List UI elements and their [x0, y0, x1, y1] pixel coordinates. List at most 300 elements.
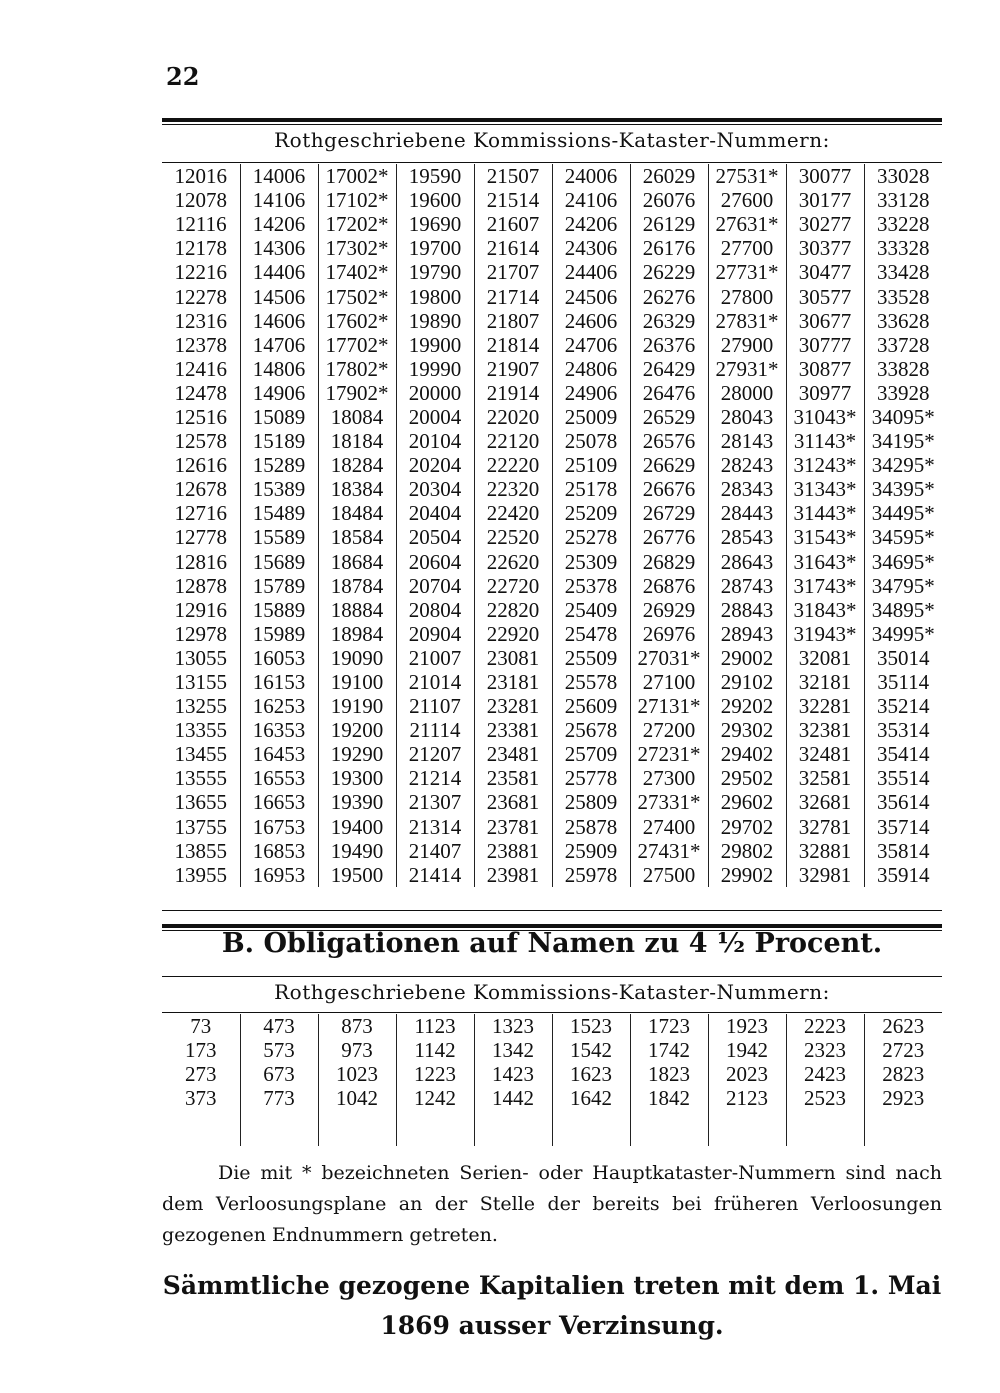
table-cell: 19590	[396, 164, 474, 188]
table-cell: 33628	[864, 309, 942, 333]
table-cell: 12216	[174, 260, 227, 285]
table-cell: 2223	[786, 1014, 864, 1038]
table-cell: 15189	[240, 429, 318, 453]
table-cell: 19900	[396, 333, 474, 357]
table-cell: 16253	[240, 694, 318, 718]
table-cell: 25778	[552, 766, 630, 790]
table-cell: 23081	[474, 646, 552, 670]
table-cell: 30377	[786, 236, 864, 260]
table-cell: 25409	[552, 598, 630, 622]
table-cell: 34095*	[864, 405, 942, 429]
table-cell: 21914	[474, 381, 552, 405]
table-cell: 173	[185, 1038, 217, 1062]
table-cell: 33928	[864, 381, 942, 405]
table-cell: 26029	[630, 164, 708, 188]
table-cell: 22020	[474, 405, 552, 429]
table-cell: 31243*	[786, 453, 864, 477]
table-cell: 12716	[174, 501, 227, 526]
table-cell: 25178	[552, 477, 630, 501]
page-number: 22	[166, 62, 200, 91]
table-cell: 31043*	[786, 405, 864, 429]
table-cell: 14106	[240, 188, 318, 212]
table-cell: 29502	[708, 766, 786, 790]
table-cell: 35214	[864, 694, 942, 718]
table-cell: 31443*	[786, 501, 864, 525]
table-cell: 19800	[396, 284, 474, 308]
table-cell: 2123	[708, 1086, 786, 1110]
table-a-row	[162, 284, 942, 308]
table-cell: 31543*	[786, 525, 864, 549]
table-cell: 19490	[318, 839, 396, 863]
table-cell: 30277	[786, 212, 864, 236]
table-cell: 473	[240, 1014, 318, 1038]
table-cell: 18384	[318, 477, 396, 501]
table-cell: 21307	[396, 790, 474, 814]
table-b-row	[162, 1086, 942, 1110]
table-cell: 26329	[630, 309, 708, 333]
table-cell: 18584	[318, 525, 396, 549]
section-b-heading: B. Obligationen auf Namen zu 4 ½ Procent.	[221, 928, 883, 959]
table-cell: 24906	[552, 381, 630, 405]
table-cell: 26376	[630, 333, 708, 357]
table-cell: 1642	[552, 1086, 630, 1110]
table-a-row	[162, 646, 942, 670]
table-cell: 31343*	[786, 477, 864, 501]
table-cell: 17302*	[318, 236, 396, 260]
table-cell: 25309	[552, 550, 630, 574]
table-cell: 26529	[630, 405, 708, 429]
table-cell: 20204	[396, 453, 474, 477]
table-cell: 24706	[552, 333, 630, 357]
table-cell: 13555	[174, 766, 227, 791]
table-cell: 27231*	[630, 742, 708, 766]
table-cell: 19690	[396, 212, 474, 236]
table-cell: 26176	[630, 236, 708, 260]
table-cell: 32781	[786, 815, 864, 839]
table-cell: 2923	[864, 1086, 942, 1110]
table-cell-empty	[318, 1110, 396, 1146]
table-cell: 2623	[864, 1014, 942, 1038]
table-cell: 20504	[396, 525, 474, 549]
table-cell: 33328	[864, 236, 942, 260]
table-cell: 25109	[552, 453, 630, 477]
table-cell: 12416	[174, 356, 227, 381]
table-cell: 1523	[552, 1014, 630, 1038]
table-cell: 24806	[552, 357, 630, 381]
top-rule-thin	[162, 124, 942, 125]
table-cell: 21014	[396, 670, 474, 694]
table-cell: 25378	[552, 574, 630, 598]
table-b	[162, 1014, 942, 1146]
table-cell: 15389	[240, 477, 318, 501]
table-cell: 18484	[318, 501, 396, 525]
table-cell: 26476	[630, 381, 708, 405]
table-b-row	[162, 1038, 942, 1062]
table-a-row	[162, 742, 942, 766]
table-cell: 25678	[552, 718, 630, 742]
table-cell: 26576	[630, 429, 708, 453]
table-cell: 21114	[396, 718, 474, 742]
table-cell: 29102	[708, 670, 786, 694]
table-cell: 23681	[474, 790, 552, 814]
table-cell: 17802*	[318, 357, 396, 381]
table-cell: 1342	[474, 1038, 552, 1062]
table-cell: 16753	[240, 815, 318, 839]
table-cell: 1442	[474, 1086, 552, 1110]
table-a-row	[162, 574, 942, 598]
table-cell: 34895*	[864, 598, 942, 622]
table-a-row	[162, 815, 942, 839]
table-cell: 25278	[552, 525, 630, 549]
table-cell: 24406	[552, 260, 630, 284]
table-cell: 12778	[174, 525, 227, 550]
table-cell: 35814	[864, 839, 942, 863]
table-cell: 22920	[474, 622, 552, 646]
table-cell: 19090	[318, 646, 396, 670]
table-cell: 23481	[474, 742, 552, 766]
table-a-row	[162, 381, 942, 405]
table-cell: 35914	[864, 863, 942, 887]
table-cell-empty	[864, 1110, 942, 1146]
table-cell: 18084	[318, 405, 396, 429]
table-cell: 27131*	[630, 694, 708, 718]
table-cell: 29702	[708, 815, 786, 839]
table-cell: 27531*	[708, 164, 786, 188]
table-cell: 1723	[630, 1014, 708, 1038]
table-cell: 26929	[630, 598, 708, 622]
table-cell: 26076	[630, 188, 708, 212]
table-a-row	[162, 550, 942, 574]
table-cell: 26629	[630, 453, 708, 477]
table-cell: 19600	[396, 188, 474, 212]
table-cell: 73	[190, 1014, 212, 1038]
table-cell: 1842	[630, 1086, 708, 1110]
table-cell: 12816	[174, 549, 227, 574]
table-cell: 28343	[708, 477, 786, 501]
table-cell: 1623	[552, 1062, 630, 1086]
table-a-header-rule	[162, 162, 942, 163]
table-cell: 34695*	[864, 550, 942, 574]
table-cell: 32981	[786, 863, 864, 887]
table-cell: 31943*	[786, 622, 864, 646]
table-cell: 16653	[240, 790, 318, 814]
table-a-row	[162, 333, 942, 357]
table-cell: 27100	[630, 670, 708, 694]
table-b-row	[162, 1062, 942, 1086]
table-cell: 27931*	[708, 357, 786, 381]
table-cell: 12016	[174, 164, 227, 189]
table-cell: 1423	[474, 1062, 552, 1086]
table-cell: 17102*	[318, 188, 396, 212]
table-a-row	[162, 357, 942, 381]
table-cell: 26129	[630, 212, 708, 236]
table-cell: 25609	[552, 694, 630, 718]
table-cell: 21714	[474, 284, 552, 308]
table-cell: 14006	[240, 164, 318, 188]
table-cell: 19300	[318, 766, 396, 790]
table-cell: 12478	[174, 380, 227, 405]
table-cell: 30877	[786, 357, 864, 381]
table-a-row	[162, 670, 942, 694]
table-cell: 1242	[396, 1086, 474, 1110]
table-cell: 21614	[474, 236, 552, 260]
table-a-row	[162, 405, 942, 429]
table-cell: 12916	[174, 597, 227, 622]
table-cell: 26729	[630, 501, 708, 525]
table-cell: 14506	[240, 284, 318, 308]
table-cell: 2023	[708, 1062, 786, 1086]
table-b-row	[162, 1014, 942, 1038]
table-cell: 23281	[474, 694, 552, 718]
table-a-bottom-rule	[162, 910, 942, 911]
table-cell: 17902*	[318, 381, 396, 405]
table-cell: 30677	[786, 309, 864, 333]
table-cell: 25709	[552, 742, 630, 766]
table-cell: 2723	[864, 1038, 942, 1062]
table-cell: 28543	[708, 525, 786, 549]
table-cell: 25078	[552, 429, 630, 453]
table-cell: 21007	[396, 646, 474, 670]
table-a-row	[162, 260, 942, 284]
table-cell: 13955	[174, 862, 227, 887]
table-cell-empty	[630, 1110, 708, 1146]
table-cell: 15689	[240, 550, 318, 574]
table-cell: 27431*	[630, 839, 708, 863]
table-cell: 16153	[240, 670, 318, 694]
table-cell: 17002*	[318, 164, 396, 188]
table-cell: 31743*	[786, 574, 864, 598]
table-cell: 19890	[396, 309, 474, 333]
table-cell: 22220	[474, 453, 552, 477]
table-cell: 18184	[318, 429, 396, 453]
table-cell: 22520	[474, 525, 552, 549]
table-cell: 12516	[174, 404, 227, 429]
table-cell: 21207	[396, 742, 474, 766]
table-a-row	[162, 718, 942, 742]
table-cell: 20304	[396, 477, 474, 501]
table-cell: 20000	[396, 381, 474, 405]
table-cell: 35014	[864, 646, 942, 670]
table-cell: 30177	[786, 188, 864, 212]
table-a-row	[162, 188, 942, 212]
table-cell: 33428	[864, 260, 942, 284]
table-cell: 13455	[174, 742, 227, 767]
table-a-row	[162, 525, 942, 549]
table-cell-empty	[552, 1110, 630, 1146]
table-cell: 25809	[552, 790, 630, 814]
table-cell: 373	[185, 1086, 217, 1110]
table-cell: 12316	[174, 308, 227, 333]
table-cell: 26876	[630, 574, 708, 598]
table-cell: 30777	[786, 333, 864, 357]
table-cell: 17502*	[318, 284, 396, 308]
table-cell: 573	[240, 1038, 318, 1062]
table-cell: 30077	[786, 164, 864, 188]
table-cell: 19790	[396, 260, 474, 284]
table-cell: 20604	[396, 550, 474, 574]
table-cell: 21514	[474, 188, 552, 212]
table-cell: 1823	[630, 1062, 708, 1086]
table-cell: 12578	[174, 429, 227, 454]
table-cell: 23881	[474, 839, 552, 863]
table-cell: 27500	[630, 863, 708, 887]
table-a-row	[162, 309, 942, 333]
table-cell-empty	[396, 1110, 474, 1146]
table-cell: 27300	[630, 766, 708, 790]
table-cell: 15589	[240, 525, 318, 549]
table-a-caption: Rothgeschriebene Kommissions-Kataster-Nummern:	[274, 128, 830, 152]
table-cell: 15889	[240, 598, 318, 622]
table-cell: 19290	[318, 742, 396, 766]
table-cell: 19100	[318, 670, 396, 694]
section-b-heading-rule	[162, 976, 942, 977]
table-cell: 12678	[174, 477, 227, 502]
table-cell: 273	[185, 1062, 217, 1086]
table-cell: 29902	[708, 863, 786, 887]
table-cell: 21507	[474, 164, 552, 188]
table-cell: 14606	[240, 309, 318, 333]
table-cell: 24506	[552, 284, 630, 308]
table-cell: 20404	[396, 501, 474, 525]
table-cell: 22720	[474, 574, 552, 598]
table-cell: 12616	[174, 453, 227, 478]
table-a-row	[162, 501, 942, 525]
table-cell: 12078	[174, 188, 227, 213]
table-cell: 25978	[552, 863, 630, 887]
table-cell: 33828	[864, 357, 942, 381]
table-cell: 29402	[708, 742, 786, 766]
table-cell: 29802	[708, 839, 786, 863]
table-cell: 13155	[174, 670, 227, 695]
table-cell: 21407	[396, 839, 474, 863]
table-cell: 22320	[474, 477, 552, 501]
table-cell: 35614	[864, 790, 942, 814]
table-cell: 1542	[552, 1038, 630, 1062]
table-cell: 21314	[396, 815, 474, 839]
table-cell: 34795*	[864, 574, 942, 598]
table-cell-empty	[240, 1110, 318, 1146]
table-cell: 20704	[396, 574, 474, 598]
table-cell: 20904	[396, 622, 474, 646]
table-cell: 26776	[630, 525, 708, 549]
table-cell: 28043	[708, 405, 786, 429]
table-cell: 28643	[708, 550, 786, 574]
table-cell: 2423	[786, 1062, 864, 1086]
table-cell: 14806	[240, 357, 318, 381]
table-cell: 24306	[552, 236, 630, 260]
table-cell: 22120	[474, 429, 552, 453]
table-cell: 23381	[474, 718, 552, 742]
table-cell: 20804	[396, 598, 474, 622]
table-a-row	[162, 839, 942, 863]
table-cell: 33528	[864, 284, 942, 308]
table-cell: 32681	[786, 790, 864, 814]
table-cell: 32481	[786, 742, 864, 766]
table-cell: 32881	[786, 839, 864, 863]
table-a-row	[162, 694, 942, 718]
table-cell: 30977	[786, 381, 864, 405]
table-a-row	[162, 429, 942, 453]
table-a	[162, 164, 942, 887]
table-a-row	[162, 236, 942, 260]
table-cell: 21607	[474, 212, 552, 236]
table-cell: 28000	[708, 381, 786, 405]
table-cell: 15089	[240, 405, 318, 429]
table-cell: 27731*	[708, 260, 786, 284]
table-cell: 32281	[786, 694, 864, 718]
table-cell: 35714	[864, 815, 942, 839]
table-cell: 1142	[396, 1038, 474, 1062]
table-cell: 12116	[174, 212, 227, 237]
table-cell: 24106	[552, 188, 630, 212]
table-cell-empty	[786, 1110, 864, 1146]
table-a-row	[162, 863, 942, 887]
table-cell: 25209	[552, 501, 630, 525]
table-cell: 14906	[240, 381, 318, 405]
table-cell: 13355	[174, 718, 227, 743]
table-cell: 28243	[708, 453, 786, 477]
table-a-row	[162, 453, 942, 477]
table-cell: 27900	[708, 333, 786, 357]
table-cell: 14406	[240, 260, 318, 284]
table-cell: 26976	[630, 622, 708, 646]
table-cell: 19390	[318, 790, 396, 814]
table-cell: 33128	[864, 188, 942, 212]
table-cell: 27031*	[630, 646, 708, 670]
table-cell: 28943	[708, 622, 786, 646]
table-cell: 32081	[786, 646, 864, 670]
table-cell: 31643*	[786, 550, 864, 574]
table-cell: 2823	[864, 1062, 942, 1086]
table-cell: 17402*	[318, 260, 396, 284]
table-cell: 15489	[240, 501, 318, 525]
table-cell: 24206	[552, 212, 630, 236]
table-cell: 29302	[708, 718, 786, 742]
table-cell: 33728	[864, 333, 942, 357]
table-cell: 32381	[786, 718, 864, 742]
table-cell: 34295*	[864, 453, 942, 477]
table-cell: 21414	[396, 863, 474, 887]
table-a-row	[162, 477, 942, 501]
table-cell: 21214	[396, 766, 474, 790]
table-cell: 18784	[318, 574, 396, 598]
table-cell: 16453	[240, 742, 318, 766]
table-cell: 35414	[864, 742, 942, 766]
table-cell: 2323	[786, 1038, 864, 1062]
table-filler-row	[162, 1110, 942, 1146]
top-rule	[162, 118, 942, 122]
table-cell: 26229	[630, 260, 708, 284]
table-cell: 30577	[786, 284, 864, 308]
table-cell: 14206	[240, 212, 318, 236]
table-cell: 22620	[474, 550, 552, 574]
table-cell: 1023	[318, 1062, 396, 1086]
table-a-row	[162, 622, 942, 646]
table-cell: 973	[318, 1038, 396, 1062]
table-cell: 26276	[630, 284, 708, 308]
table-cell: 22820	[474, 598, 552, 622]
table-cell: 18984	[318, 622, 396, 646]
table-b-caption: Rothgeschriebene Kommissions-Kataster-Nummern:	[274, 980, 830, 1004]
table-cell: 35114	[864, 670, 942, 694]
table-cell: 18684	[318, 550, 396, 574]
table-cell: 13055	[174, 645, 227, 670]
table-cell: 34495*	[864, 501, 942, 525]
table-cell: 33228	[864, 212, 942, 236]
table-cell: 23981	[474, 863, 552, 887]
table-cell: 34595*	[864, 525, 942, 549]
table-cell: 1042	[318, 1086, 396, 1110]
